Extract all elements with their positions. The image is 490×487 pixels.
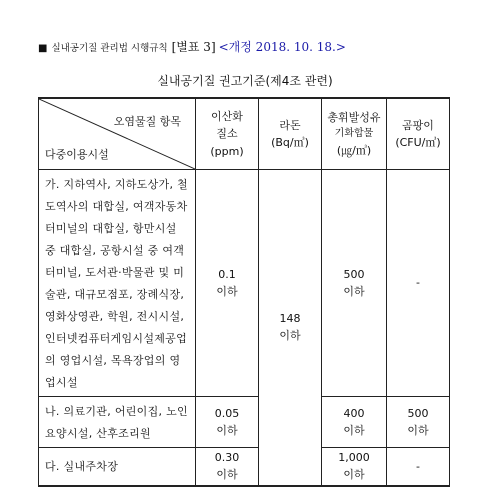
table-row [39,397,450,448]
mold-value-cell: - [387,448,450,486]
annex-tag: [별표 3] [171,40,216,54]
voc-value-cell: 400 이하 [322,397,387,448]
law-name: 실내공기질 관리법 시행규칙 [51,43,168,54]
pollutant-header: 오염물질 항목 [113,115,181,128]
standards-table [38,97,450,487]
mold-value-cell: - [387,170,450,397]
mold-value-cell: 500 이하 [387,397,450,448]
col-header-radon: 라돈 (Bq/㎥) [259,98,322,170]
document-header [38,38,346,55]
facility-cell: 나. 의료기관, 어린이집, 노인요양시설, 산후조리원 [39,397,196,448]
col-header-no2: 이산화 질소 (ppm) [196,98,259,170]
voc-value-cell: 500 이하 [322,170,387,397]
table-row [39,170,450,397]
bullet-square-icon: ■ [38,43,48,54]
facility-cell: 가. 지하역사, 지하도상가, 철도역사의 대합실, 여객자동차터미널의 대합실, 항만시설 중 대합실, 공항시설 중 여객터미널, 도서관·박물관 및 미술관, 대규모점포, 장례식장, 영화상영관, 학원, 전시시설, 인터넷컴퓨터게임시설제공업의 영업시설, 목욕장업의 영업시설 [39,170,196,397]
facility-header: 다중이용시설 [45,147,109,161]
no2-value-cell: 0.30 이하 [196,448,259,486]
col-header-mold: 곰팡이 (CFU/㎥) [387,98,450,170]
page-title: 실내공기질 권고기준(제4조 관련) [157,74,333,88]
no2-value-cell: 0.1 이하 [196,170,259,397]
voc-value-cell: 1,000 이하 [322,448,387,486]
table-row [39,448,450,486]
facility-cell: 다. 실내주차장 [39,448,196,486]
no2-value-cell: 0.05 이하 [196,397,259,448]
amendment-date: <개정 2018. 10. 18.> [218,40,346,54]
header-corner-cell [39,98,196,170]
col-header-voc: 총휘발성유 기화합물 (㎍/㎥) [322,98,387,170]
radon-value-cell: 148 이하 [259,170,322,486]
